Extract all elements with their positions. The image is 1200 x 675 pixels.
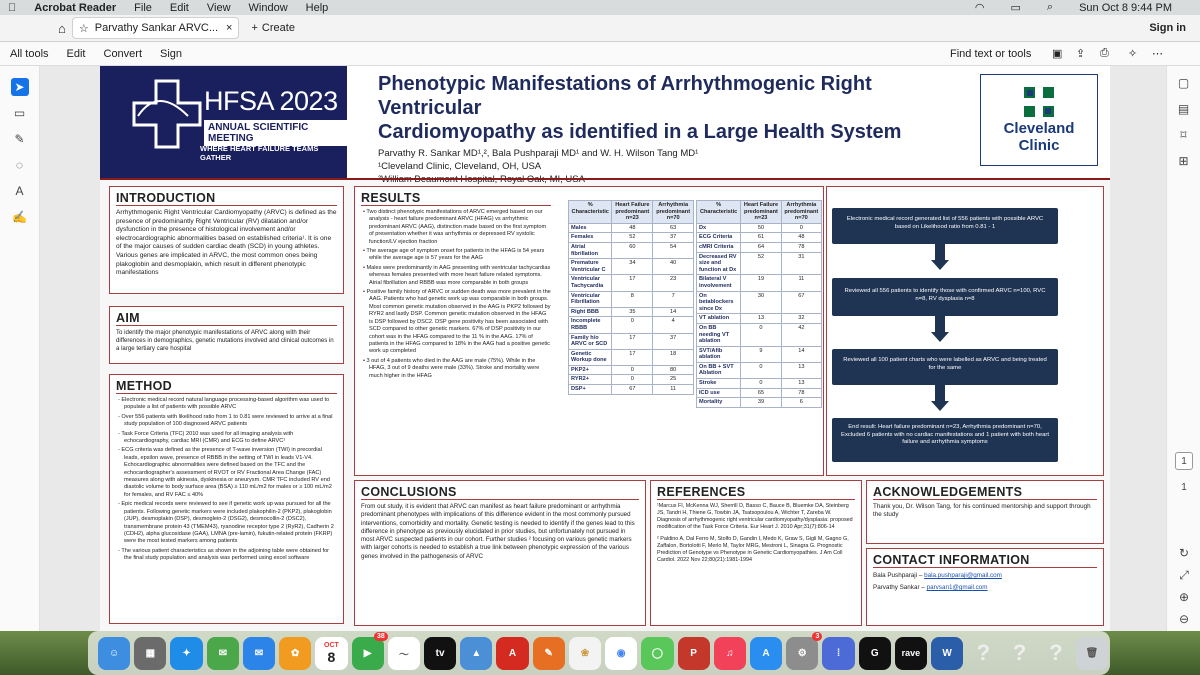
author-list: Parvathy R. Sankar MD¹,², Bala Pushparaji MD¹ and W. H. Wilson Tang MD¹	[378, 148, 699, 159]
row-value: 61	[741, 233, 781, 243]
table-row	[569, 375, 694, 385]
reference-2: ² Paldino A, Dal Ferro M, Stolfo D, Gandin I, Medo K, Graw S, Gigli M, Gagno G, Zaffalon, Bortolotti F, Merlo M, Taylor MRG, Mestroni L, Sinagra G. Prognostic Prediction of Genotype vs Phenotype in Genetic Cardiomyopathies. J Am Coll Cardiol. 2022 Nov 22;80(21):1981-1994	[657, 536, 849, 563]
row-value: 13	[781, 379, 821, 389]
row-label: SVT/Afib ablation	[697, 346, 741, 362]
row-value: 65	[741, 388, 781, 398]
row-value: 39	[741, 398, 781, 408]
close-icon[interactable]: ×	[226, 22, 233, 34]
table-row	[697, 252, 822, 275]
comments-panel-icon[interactable]: ▢	[1177, 76, 1190, 90]
tab-title: Parvathy Sankar ARVC...	[94, 22, 219, 34]
table-row	[569, 275, 694, 291]
rave-icon[interactable]: rave	[895, 637, 927, 670]
hfsa-cross-icon	[128, 76, 208, 166]
email-link-2[interactable]: parvsan1@gmail.com	[926, 584, 988, 592]
table-row	[697, 223, 822, 233]
table-row	[569, 317, 694, 333]
contact-line-1: Bala Pushparaji – bala.pushparaji@gmail.com	[873, 572, 1002, 579]
method-panel	[109, 374, 344, 624]
method-heading: METHOD	[116, 379, 337, 394]
introduction-text: Arrhythmogenic Right Ventricular Cardiomyopathy (ARVC) is defined as the presence of predominantly Right Ventricular (RV) dilatation and/or dysfunction in the presence of histological involvement and/or electrocardiographic abnormalities based on established criteria¹. It is one of the major causes of sudden cardiac death (SCD) in young athletes. Various genes are implicated in ARVC, the most common ones being plakoglobin and desmoplakin, which result in different phenotypic manifestations	[116, 209, 337, 277]
finder-icon[interactable]: ☺	[98, 637, 130, 670]
row-value: 13	[741, 314, 781, 324]
table-row	[697, 233, 822, 243]
rotate-icon[interactable]: ↻	[1178, 546, 1190, 560]
lasso-icon[interactable]: ◌	[15, 158, 24, 172]
acknowledgements-text: Thank you, Dr. Wilson Tang, for his continued mentorship and support through the study	[873, 503, 1091, 519]
macos-menubar	[0, 0, 1200, 15]
row-label: VT ablation	[697, 314, 741, 324]
system-settings-icon[interactable]: ⚙ 3	[786, 637, 818, 670]
row-value: 25	[653, 375, 694, 385]
macos-dock	[88, 631, 1110, 675]
method-bullet: - The various patient characteristics as shown in the adjoining table were obtained for the final study population and analysis was performed using excel software	[118, 547, 330, 562]
row-value: 0	[741, 323, 781, 346]
row-value: 8	[612, 291, 653, 307]
row-label: Dx	[697, 223, 741, 233]
affiliation-1: ¹Cleveland Clinic, Cleveland, OH, USA	[378, 161, 542, 172]
select-cursor-icon[interactable]: ➤	[11, 78, 29, 96]
find-text-tools[interactable]: Find text or tools	[950, 47, 1032, 60]
table-row	[569, 365, 694, 375]
unknown-app-icon[interactable]: ?	[1049, 640, 1063, 665]
table-row	[697, 242, 822, 252]
row-value: 80	[653, 365, 694, 375]
convert-button[interactable]: Convert	[103, 47, 143, 60]
menu-edit[interactable]: Edit	[161, 1, 181, 14]
home-icon[interactable]: ⌂	[58, 20, 66, 36]
row-value: 32	[781, 314, 821, 324]
menu-window[interactable]: Window	[240, 1, 280, 14]
row-label: Ventricular Tachycardia	[569, 275, 612, 291]
attachments-icon[interactable]: ⊞	[1178, 154, 1189, 168]
row-value: 48	[612, 223, 653, 233]
hfsa-tagline: WHERE HEART FAILURE TEAMS GATHER	[200, 144, 319, 162]
signature-icon[interactable]: ✍	[12, 210, 27, 224]
page-total: 1	[1181, 481, 1187, 493]
row-label: DSP+	[569, 385, 612, 395]
results-table-left	[568, 200, 694, 395]
row-value: 11	[653, 385, 694, 395]
row-value: 9	[741, 346, 781, 362]
table-row	[697, 388, 822, 398]
table-header-row	[697, 201, 822, 224]
divider	[100, 178, 1110, 180]
row-value: 17	[612, 349, 653, 365]
table-row	[569, 223, 694, 233]
poster-title-line1: Phenotypic Manifestations of Arrhythmogenic Right Ventricular	[378, 73, 872, 119]
music-icon[interactable]: ♫	[714, 637, 746, 670]
row-label: On BB + SVT Ablation	[697, 362, 741, 378]
row-value: 0	[612, 317, 653, 333]
comment-icon[interactable]: ▭	[13, 106, 26, 120]
aim-heading: AIM	[116, 311, 337, 326]
row-value: 37	[653, 333, 694, 349]
results-bullet: • Two distinct phenotypic manifestations of ARVC emerged based on our analysis - heart failure predominant ARVC (HFAG) vs arrhythmic predominant ARVC (AAG), distinction made based on the first symptom of presentation whether it was arrhythmia or depressed RV systolic function/LV ejection fraction	[363, 209, 547, 245]
row-label: RYR2+	[569, 375, 612, 385]
menu-view[interactable]: View	[198, 1, 223, 14]
row-label: Ventricular Fibrillation	[569, 291, 612, 307]
chat-icon[interactable]: ◯	[641, 637, 673, 670]
row-label: Stroke	[697, 379, 741, 389]
row-label: Mortality	[697, 398, 741, 408]
row-value: 42	[781, 323, 821, 346]
row-label: Males	[569, 223, 612, 233]
table-header-cell: Arrhythmia predominant n=70	[781, 201, 821, 224]
upload-icon[interactable]: ⇪	[1076, 48, 1086, 60]
apple-tv-icon[interactable]: tv	[424, 637, 456, 670]
search-icon[interactable]: ⌕	[1046, 1, 1054, 13]
right-tool-rail	[1166, 66, 1200, 631]
zoom-in-icon[interactable]: ⊕	[1178, 590, 1190, 604]
acknowledgements-heading: ACKNOWLEDGEMENTS	[873, 485, 1097, 500]
results-heading: RESULTS	[361, 191, 551, 206]
row-value: 7	[653, 291, 694, 307]
row-label: Premature Ventricular C	[569, 259, 612, 275]
aim-panel	[109, 306, 344, 364]
email-link-1[interactable]: bala.pushparaji@gmail.com	[924, 572, 1002, 579]
results-bullet: • 3 out of 4 patients who died in the AAG are male (75%). While in the HFAG, 3 out of 9 deaths were male (33%). Stroke and mortality were much higher in the HFAG	[363, 357, 540, 379]
row-label: cMRI Criteria	[697, 242, 741, 252]
poster-title-line2: Cardiomyopathy as identified in a Large Health System	[378, 121, 902, 143]
hfsa-subtitle: ANNUAL SCIENTIFIC MEETING	[204, 120, 347, 146]
aim-text: To identify the major phenotypic manifestations of ARVC along with their differences in demographics, genetic mutations involved and clinical outcomes in a large tertiary care hospital	[116, 329, 334, 353]
tab-bar	[0, 15, 1200, 42]
table-row	[569, 385, 694, 395]
method-bullet: - Task Force Criteria (TFC) 2010 was used for all imaging analysis with echocardiography, cardiac MRI (CMR) and ECG to define ARVC¹	[118, 430, 294, 445]
row-value: 64	[741, 242, 781, 252]
launchpad-icon[interactable]: ▦	[134, 637, 166, 670]
conclusions-panel	[354, 480, 646, 626]
table-row	[697, 398, 822, 408]
row-value: 17	[612, 275, 653, 291]
notification-badge: 38	[374, 632, 388, 641]
table-row	[697, 362, 822, 378]
freeform-icon[interactable]: 〜	[388, 637, 420, 670]
contact-panel	[866, 548, 1104, 626]
results-bullet: • Males were predominantly in AAG presenting with ventricular tachycardias whereas females presented with more heart failure related symptoms. Atrial fibrillation and RBBB was more comparable in both groups	[363, 264, 551, 286]
photos-icon[interactable]: ✿	[279, 637, 311, 670]
table-row	[697, 379, 822, 389]
sign-button[interactable]: Sign	[160, 47, 183, 60]
row-value: 14	[653, 307, 694, 317]
reference-1: ¹Marcus FI, McKenna WJ, Sherrill D, Basso C, Bauce B, Bluemke DA, Steinberg JS, Tandri H, Thiene G, Towbin JA, Tsatsopoulou A, Wichter T, Zareba W. Diagnosis of arrhythmogenic right ventricular cardiomyopathy/dysplasia: proposed modification of the Task Force Criteria. Eur Heart J. 2010 Apr;31(7):806-14	[657, 503, 853, 530]
table-header-cell: Arrhythmia predominant n=70	[653, 201, 694, 224]
row-label: Incomplete RBBB	[569, 317, 612, 333]
clock[interactable]: Sun Oct 8 9:44 PM	[1079, 1, 1172, 14]
row-label: On BB needing VT ablation	[697, 323, 741, 346]
table-row	[569, 307, 694, 317]
method-bullet: - Electronic medical record natural language processing-based algorithm was used to populate a list of patients with possible ARVC	[118, 397, 330, 411]
cleveland-clinic-mark-icon	[1024, 87, 1054, 117]
row-value: 0	[741, 362, 781, 378]
row-value: 17	[612, 333, 653, 349]
acrobat-icon[interactable]: A	[496, 637, 528, 670]
flow-arrow-stem	[935, 244, 945, 260]
table-row	[569, 259, 694, 275]
pages-panel-icon[interactable]: ▤	[1177, 102, 1190, 116]
row-value: 35	[612, 307, 653, 317]
method-bullet: - Epic medical records were reviewed to see if genetic work up was pursued for all the patients. Following genetic markers were included plakophilin-2 (PKP2), plakoglobin (JUP), desmoplakin (DSP), desmoglein-2 (DSG2), desmocollin-2 (DSC2), transmembrane protein 43 (TMEM43), ryanodine receptor type 2 (RyR2), Cadherin 2 (CDH2), alpha glucosidase (GAA), LMNA (pre-lamin), fukutin-related protein (FKRP) were the most tested markers among patients	[118, 501, 334, 545]
left-tool-rail	[0, 66, 40, 631]
flow-step-4: End result: Heart failure predominant n=23, Arrhythmia predominant n=70, Excluded 6 patients with no cardiac manifestations and 1 patient with both heart failure and arrhythmia symptoms	[832, 418, 1058, 462]
table-row	[569, 242, 694, 258]
row-value: 48	[781, 233, 821, 243]
apple-icon[interactable]	[8, 2, 16, 14]
edit-button[interactable]: Edit	[66, 47, 86, 60]
method-bullet: - Over 556 patients with likelihood ratio from 1 to 0.81 were reviewed to arrive at a final study population of 100 diagnosed ARVC patients	[118, 413, 333, 428]
unknown-app-icon[interactable]: ?	[1012, 640, 1027, 665]
results-bullet: • Positive family history of ARVC or sudden death was more prevalent in the AAG. Patients who had genetic work up was comparable in both groups. Most common genetic mutation observed in the AAG is PKP2 followed by RYR2 and lastly DSP. Common genetic mutation observed in the HFAG is DSP followed by DSC2. DSP gene positivity has been associated with SCD compared to other genetic markers. 67% of DSP positivity in our cohort was in the HFAG compared to the 11 % in the AAG. 17% of patients in the HFAG compared to 18% in the AAG had a positive genetic work up completed	[363, 289, 551, 355]
row-value: 52	[612, 233, 653, 243]
sign-in-link[interactable]: Sign in	[1149, 22, 1186, 34]
row-value: 67	[612, 385, 653, 395]
pen-icon[interactable]: ✎	[14, 132, 25, 146]
app-store-icon[interactable]: A	[750, 637, 782, 670]
table-row	[697, 291, 822, 314]
row-label: Decreased RV size and function at Dx	[697, 252, 741, 275]
row-value: 14	[781, 346, 821, 362]
references-panel	[650, 480, 862, 626]
photos-app-icon[interactable]: ❀	[569, 637, 601, 670]
table-row	[569, 233, 694, 243]
row-label: Right BBB	[569, 307, 612, 317]
table-row	[569, 333, 694, 349]
contact-heading: CONTACT INFORMATION	[873, 553, 1097, 568]
unknown-app-icon[interactable]: ?	[976, 640, 991, 665]
conclusions-text: From out study, it is evident that ARVC can manifest as heart failure predominant or arrhythmia predominant phenotypes with implications of this difference evident in the most commonly pursued interventions, comorbidity and mortality. Genetic testing is needed to identify if the genes lead to this difference in phenotype as previously elucidated in prior studies, but unfortunately not pursued in most ARVC suspected patients in our cohort. Further studies ² focusing on various genetic markers with larger cohorts is needed to establish a true link between phenotypic expression of the various genes involved in the pathogenesis of ARVC	[361, 503, 635, 560]
row-value: 30	[741, 291, 781, 314]
flow-arrow-stem	[935, 316, 945, 332]
cleveland-clinic-logo	[980, 74, 1098, 166]
row-value: 52	[741, 252, 781, 275]
row-value: 23	[653, 275, 694, 291]
row-value: 78	[781, 242, 821, 252]
create-button[interactable]	[245, 17, 300, 39]
logo-text-1: Cleveland	[1003, 119, 1075, 137]
row-value: 60	[612, 242, 653, 258]
dots-app-icon[interactable]: ⁞	[822, 637, 854, 670]
acknowledgements-panel	[866, 480, 1104, 544]
facetime-icon[interactable]: ▶ 38	[352, 637, 384, 670]
row-label: Genetic Workup done	[569, 349, 612, 365]
ai-assistant-icon[interactable]: ✧	[1128, 48, 1138, 60]
mail-icon[interactable]: ✉	[243, 637, 275, 670]
row-value: 4	[653, 317, 694, 333]
table-row	[697, 346, 822, 362]
row-value: 0	[612, 365, 653, 375]
contact-line-2: Parvathy Sankar – parvsan1@gmail.com	[873, 584, 988, 592]
trash-icon[interactable]: 🗑	[1076, 637, 1108, 670]
title-block	[378, 72, 978, 186]
row-label: ICD use	[697, 388, 741, 398]
hfsa-title: HFSA 2023	[204, 86, 338, 116]
flow-arrow-icon	[931, 332, 949, 342]
maps-icon[interactable]: ▲	[460, 637, 492, 670]
calendar-icon[interactable]: OCT 8	[315, 637, 347, 670]
settings-badge: 3	[812, 632, 822, 641]
row-value: 0	[612, 375, 653, 385]
row-value: 13	[781, 362, 821, 378]
table-header-cell: Heart Failure predominant n=23	[741, 201, 781, 224]
messages-icon[interactable]: ✉	[207, 637, 239, 670]
row-label: Bilateral V involvement	[697, 275, 741, 291]
row-value: 6	[781, 398, 821, 408]
results-table-right	[696, 200, 822, 408]
page-number-box[interactable]: 1	[1175, 452, 1193, 470]
safari-icon[interactable]: ✦	[170, 637, 202, 670]
row-label: PKP2+	[569, 365, 612, 375]
row-label: Atrial fibrillation	[569, 242, 612, 258]
table-row	[569, 349, 694, 365]
flow-arrow-icon	[931, 260, 949, 270]
chrome-icon[interactable]: ◉	[605, 637, 637, 670]
row-label: On betablockers since Dx	[697, 291, 741, 314]
table-header-cell: % Characteristic	[569, 201, 612, 224]
menu-help[interactable]: Help	[297, 1, 321, 14]
flow-step-1: Electronic medical record generated list of 556 patients with possible ARVC based on Likelihood ratio from 0.81 - 1	[832, 208, 1058, 244]
references-heading: REFERENCES	[657, 485, 855, 500]
fit-page-icon[interactable]: ⤢	[1179, 567, 1189, 582]
app-name[interactable]: Acrobat Reader	[26, 1, 108, 14]
row-value: 63	[653, 223, 694, 233]
row-value: 54	[653, 242, 694, 258]
plus-icon: +	[251, 22, 258, 34]
row-value: 0	[781, 223, 821, 233]
flow-arrow-stem	[935, 385, 945, 401]
star-icon[interactable]: ☆	[78, 22, 89, 35]
print-icon[interactable]: ⎙	[1100, 47, 1109, 59]
introduction-panel	[109, 186, 344, 294]
row-label: ECG Criteria	[697, 233, 741, 243]
row-value: 19	[741, 275, 781, 291]
all-tools-button[interactable]: All tools	[10, 47, 49, 60]
logo-text-2: Clinic	[1018, 136, 1060, 154]
authors	[378, 147, 978, 186]
powerpoint-icon[interactable]: P	[678, 637, 710, 670]
table-row	[697, 275, 822, 291]
poster-banner	[100, 66, 1110, 178]
row-value: 50	[741, 223, 781, 233]
row-value: 67	[781, 291, 821, 314]
row-value: 40	[653, 259, 694, 275]
create-label: Create	[261, 22, 295, 34]
document-tab[interactable]	[72, 17, 240, 39]
table-row	[697, 323, 822, 346]
row-value: 18	[653, 349, 694, 365]
table-header-cell: Heart Failure predominant n=23	[612, 201, 653, 224]
more-icon[interactable]: ⋯	[1152, 48, 1163, 60]
pdf-page	[100, 66, 1110, 631]
row-value: 78	[781, 388, 821, 398]
refresh-app-icon[interactable]: G	[859, 637, 891, 670]
hfsa-logo	[100, 66, 347, 178]
text-select-icon[interactable]: A	[15, 184, 24, 198]
row-label: Family h/o ARVC or SCD	[569, 333, 612, 349]
pages-icon[interactable]: ✎	[533, 637, 565, 670]
table-row	[697, 314, 822, 324]
bookmark-icon[interactable]: ⌑	[1180, 128, 1187, 142]
row-value: 34	[612, 259, 653, 275]
flow-arrow-icon	[931, 401, 949, 411]
results-bullet: • The average age of symptom onset for patients in the HFAG is 54 years while the average age is 57 years for the AAG	[363, 248, 545, 262]
wifi-icon[interactable]: ◠	[974, 2, 985, 14]
acrobat-toolbar	[0, 42, 1200, 66]
flow-step-2: Reviewed all 556 patients to identify those with confirmed ARVC n=100, RVC n=8, RV dysplasia n=8	[832, 278, 1058, 316]
method-bullet: - ECG criteria was defined as the presence of T-wave inversion (TWI) in precordial leads, epsilon wave, presence of RBBB in the setting of TWI in leads V1-V4. Echocardiographic abnormalities were defined based on the TFC and the echocardiographer's assessment of RVOT or RV Fractional Area Change (FAC) measures along with akinesia, dyskinesia or aneurysm. CMR TFC included RV end diastolic volume to body surface area (BSA) ≥ 110 mL/m2 for males or ≥ 100 mL/m2 for females, and RV FAC ≤ 40%	[118, 447, 332, 498]
word-icon[interactable]: W	[931, 637, 963, 670]
row-value: 0	[741, 379, 781, 389]
table-header-cell: % Characteristic	[697, 201, 741, 224]
conclusions-heading: CONCLUSIONS	[361, 485, 639, 500]
save-icon[interactable]: ▣	[1052, 48, 1063, 60]
row-value: 31	[781, 252, 821, 275]
menu-file[interactable]: File	[125, 1, 144, 14]
introduction-heading: INTRODUCTION	[116, 191, 337, 206]
row-label: Females	[569, 233, 612, 243]
row-value: 11	[781, 275, 821, 291]
row-value: 37	[653, 233, 694, 243]
flow-step-3: Reviewed all 100 patient charts who were labelled as ARVC and being treated for the same	[832, 349, 1058, 385]
table-row	[569, 291, 694, 307]
battery-icon[interactable]: ▭	[1010, 2, 1021, 14]
zoom-out-icon[interactable]: ⊖	[1178, 612, 1190, 626]
table-header-row	[569, 201, 694, 224]
